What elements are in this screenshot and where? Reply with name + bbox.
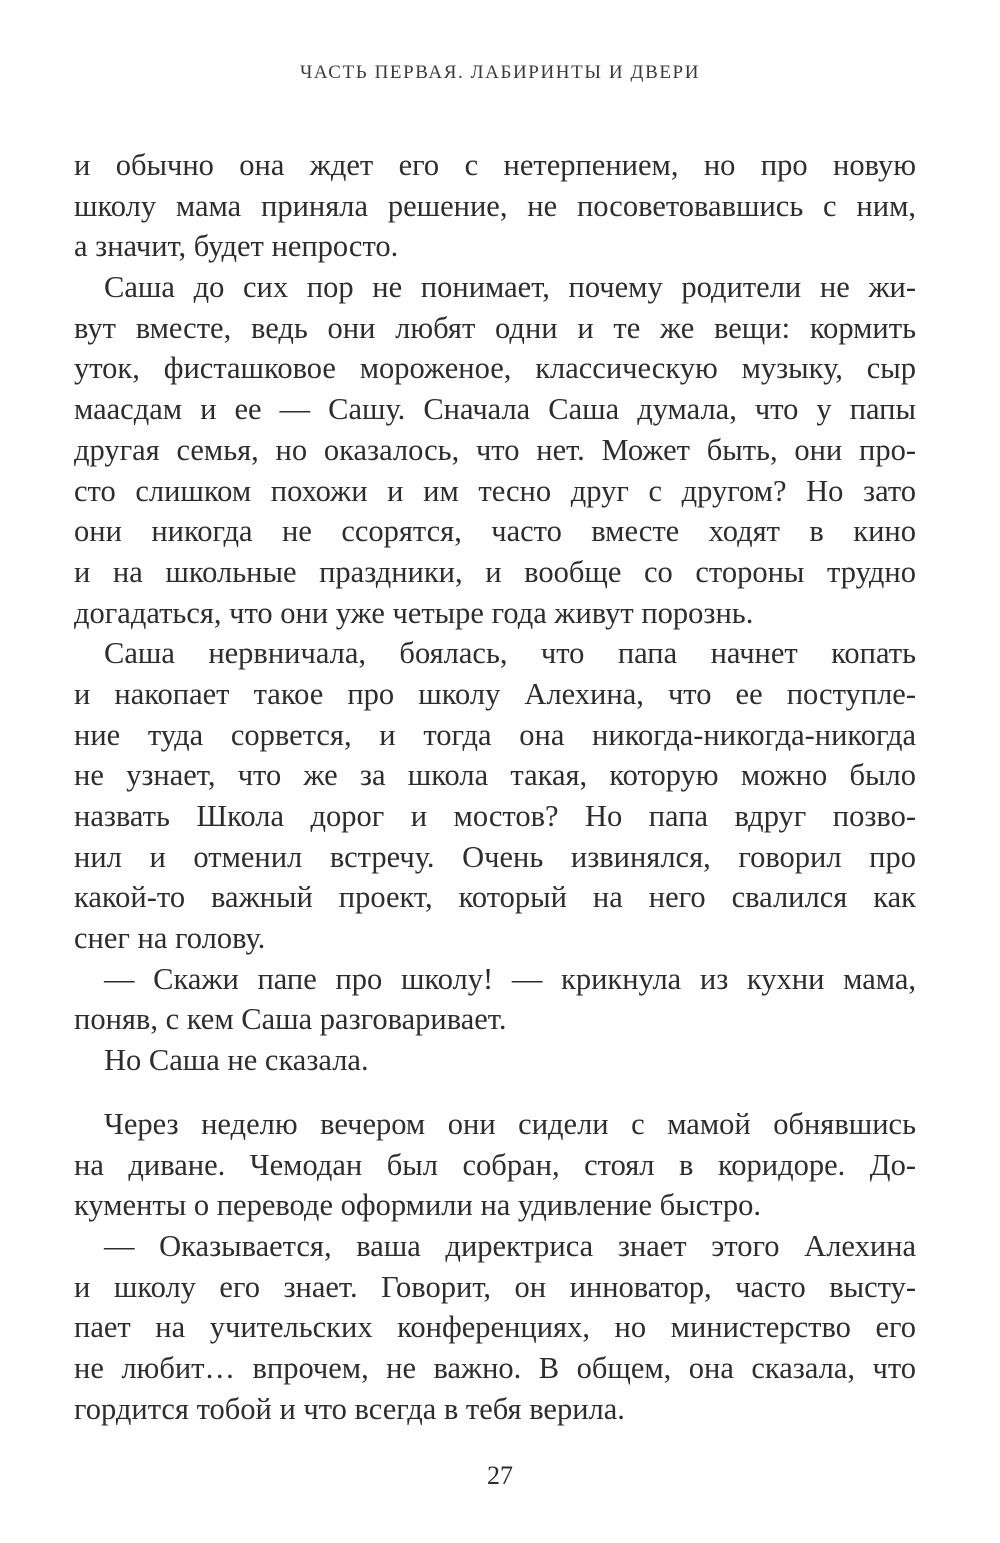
text-line: нил и отменил встречу. Очень извинялся, говорил про [74, 839, 916, 874]
text-block-section [74, 1104, 916, 1430]
text-line: Через неделю вечером они сидели с мамой обнявшись [104, 1107, 916, 1141]
text-line: Но Саша не сказала. [104, 1043, 369, 1078]
text-line: — Скажи папе про школу! — крикнула из кухни мама, [104, 961, 916, 996]
text-line: и школу его знает. Говорит, он инноватор, часто высту- [74, 1269, 916, 1304]
text-line: назвать Школа дорог и мостов? Но папа вдруг позво- [74, 799, 916, 833]
text-line: и на школьные праздники, и вообще со стороны трудно [74, 554, 916, 589]
text-line: ние туда сорвется, и тогда она никогда-никогда-никогда [74, 717, 916, 752]
text-line: сто слишком похожи и им тесно друг с другом? Но зато [74, 473, 916, 508]
text-line: не любит… впрочем, не важно. В общем, она сказала, что [74, 1351, 916, 1386]
text-line: школу мама приняла решение, не посоветовавшись с ним, [74, 188, 916, 223]
text-line: и накопает такое про школу Алехина, что ее поступле- [74, 676, 916, 711]
text-line: вут вместе, ведь они любят одни и те же вещи: кормить [74, 310, 916, 345]
page-number: 27 [487, 1461, 513, 1490]
text-line: другая семья, но оказалось, что нет. Может быть, они про- [74, 432, 916, 467]
text-line: кументы о переводе оформили на удивление быстро. [74, 1188, 762, 1223]
text-line: гордится тобой и что всегда в тебя верила. [74, 1391, 625, 1426]
text-line: Саша нервничала, боялась, что папа начнет копать [104, 636, 916, 671]
running-head: ЧАСТЬ ПЕРВАЯ. ЛАБИРИНТЫ И ДВЕРИ [299, 62, 701, 83]
text-line: Саша до сих пор не понимает, почему родители не жи- [104, 270, 916, 305]
text-block-main [74, 145, 916, 1081]
text-line: снег на голову. [74, 921, 266, 956]
text-line: они никогда не ссорятся, часто вместе ходят в кино [74, 514, 916, 549]
text-line: и обычно она ждет его с нетерпением, но про новую [74, 148, 916, 182]
text-line: на диване. Чемодан был собран, стоял в коридоре. До- [74, 1147, 916, 1182]
text-line: догадаться, что они уже четыре года живут порознь. [74, 595, 754, 630]
text-line: маасдам и ее — Сашу. Сначала Саша думала, что у папы [74, 392, 916, 427]
text-line: поняв, с кем Саша разговаривает. [74, 1002, 507, 1037]
text-line: пает на учительских конференциях, но министерство его [74, 1310, 916, 1345]
text-line: а значит, будет непросто. [74, 229, 399, 264]
text-line: какой-то важный проект, который на него свалился как [74, 880, 916, 915]
text-line: уток, фисташковое мороженое, классическую музыку, сыр [74, 351, 916, 386]
text-line: не узнает, что же за школа такая, которую можно было [74, 758, 916, 793]
text-line: — Оказывается, ваша директриса знает этого Алехина [104, 1229, 916, 1264]
